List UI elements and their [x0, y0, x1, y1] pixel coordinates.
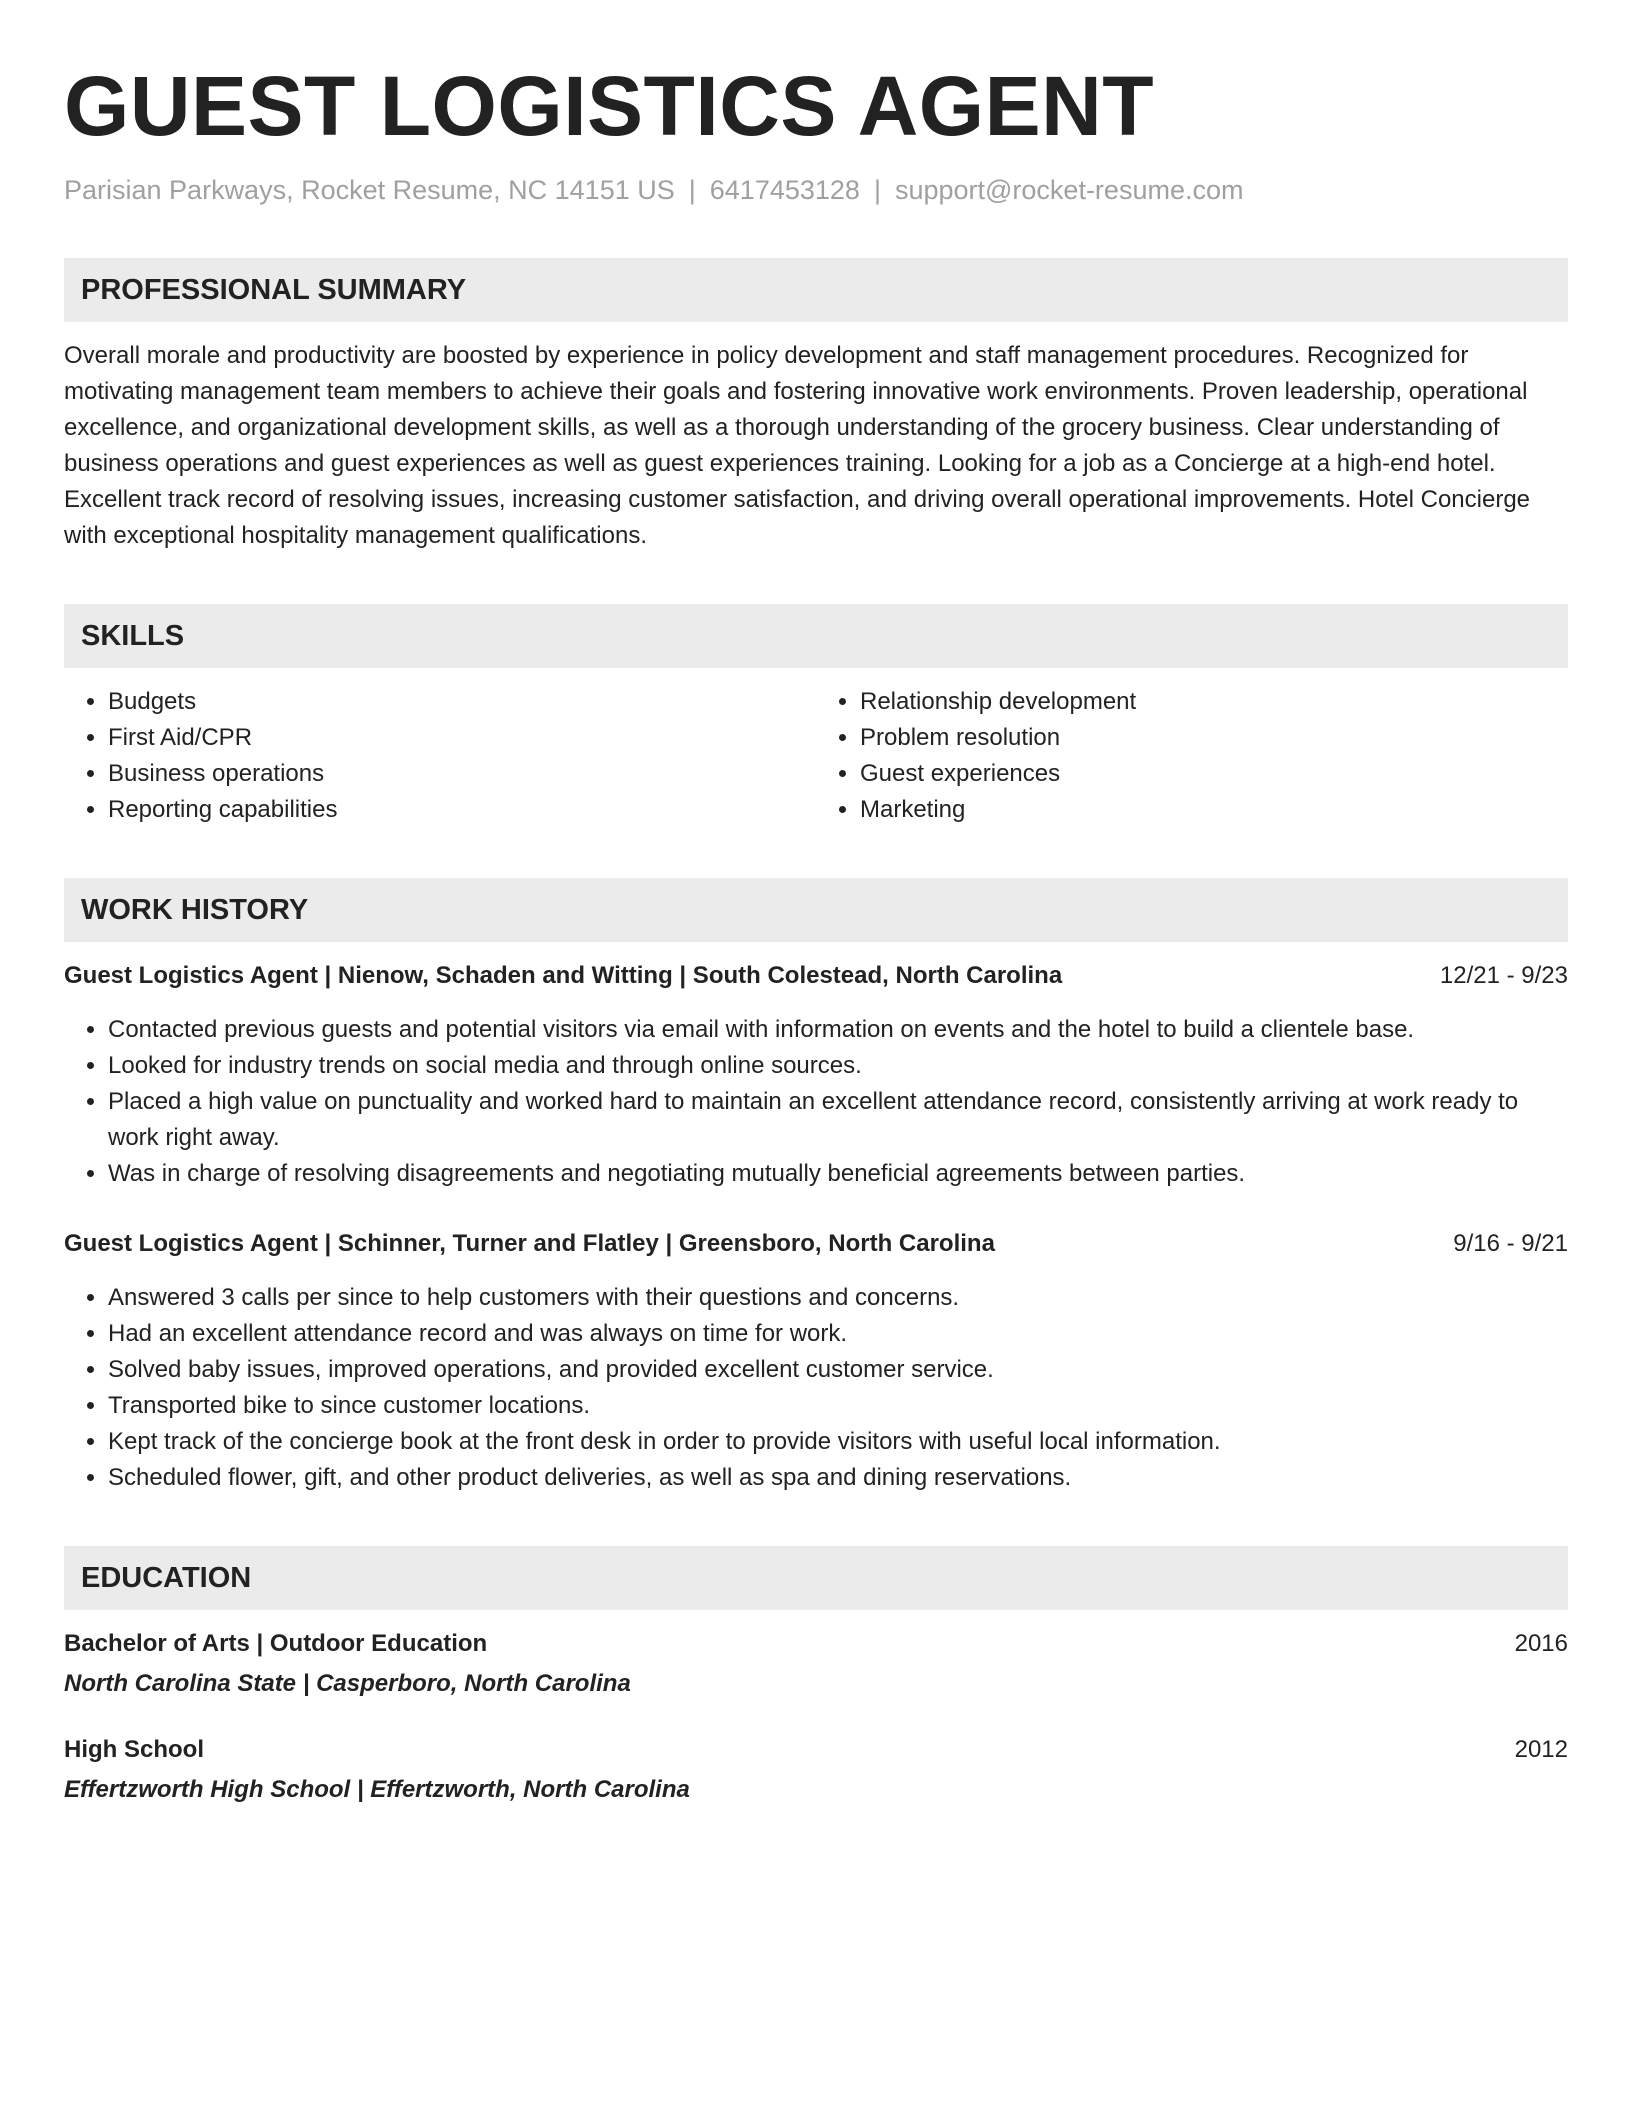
- job-title: Guest Logistics Agent | Nienow, Schaden and Witting | South Colestead, North Carolina: [64, 962, 1063, 989]
- summary-text: Overall morale and productivity are boosted by experience in policy development and staff management procedures. Recognized for motivating management team members to achieve their goals and fostering innovative work environments. Proven leadership, operational excellence, and organizational development skills, as well as a thorough understanding of the grocery business. Clear understanding of business operations and guest experiences as well as guest experiences training. Looking for a job as a Concierge at a high-end hotel. Excellent track record of resolving issues, increasing customer satisfaction, and driving overall operational improvements. Hotel Concierge with exceptional hospitality management qualifications.: [64, 342, 1531, 549]
- skills-list-left: [64, 684, 816, 828]
- contact-phone: 6417453128: [709, 175, 860, 205]
- job-bullet: • Solved baby issues, improved operations, and provided excellent customer service.: [108, 1352, 1568, 1388]
- job-entry: [64, 1226, 1568, 1496]
- skills-grid: [64, 684, 1568, 828]
- contact-email: support@rocket-resume.com: [894, 175, 1244, 205]
- job-bullet: • Looked for industry trends on social media and through online sources.: [108, 1048, 1568, 1084]
- skills-list-right: [816, 684, 1568, 828]
- job-entry: [64, 958, 1568, 1192]
- job-title: Guest Logistics Agent | Schinner, Turner and Flatley | Greensboro, North Carolina: [64, 1230, 995, 1257]
- job-bullet: • Was in charge of resolving disagreements and negotiating mutually beneficial agreements between parties.: [108, 1156, 1568, 1192]
- contact-line: [64, 172, 1568, 208]
- section-header-work: WORK HISTORY: [64, 878, 1568, 942]
- job-dates: 9/16 - 9/21: [1453, 1230, 1568, 1257]
- education-school: Effertzworth High School | Effertzworth, North Carolina: [64, 1776, 690, 1803]
- education-entry: [64, 1626, 1568, 1702]
- skill-item: • Reporting capabilities: [108, 792, 816, 828]
- job-header: [64, 958, 1568, 994]
- skill-item: • Guest experiences: [860, 756, 1568, 792]
- contact-separator: |: [873, 175, 881, 205]
- skill-item: • Problem resolution: [860, 720, 1568, 756]
- section-header-summary: PROFESSIONAL SUMMARY: [64, 258, 1568, 322]
- skill-item: • Marketing: [860, 792, 1568, 828]
- candidate-name: GUEST LOGISTICS AGENT: [64, 59, 1155, 153]
- section-header-skills: SKILLS: [64, 604, 1568, 668]
- job-bullets: [64, 1280, 1568, 1496]
- contact-address: Parisian Parkways, Rocket Resume, NC 14151 US: [64, 175, 675, 205]
- job-bullet: • Contacted previous guests and potential visitors via email with information on events and the hotel to build a clientele base.: [108, 1012, 1568, 1048]
- education-header: [64, 1732, 1568, 1768]
- skill-item: • First Aid/CPR: [108, 720, 816, 756]
- education-school: North Carolina State | Casperboro, North Carolina: [64, 1670, 631, 1697]
- education-year: 2016: [1514, 1630, 1568, 1657]
- education-entry: [64, 1732, 1568, 1808]
- job-bullet: • Had an excellent attendance record and was always on time for work.: [108, 1316, 1568, 1352]
- job-bullet: • Kept track of the concierge book at the front desk in order to provide visitors with useful local information.: [108, 1424, 1568, 1460]
- job-bullet: • Transported bike to since customer locations.: [108, 1388, 1568, 1424]
- education-degree: High School: [64, 1736, 204, 1763]
- skill-item: • Relationship development: [860, 684, 1568, 720]
- education-header: [64, 1626, 1568, 1662]
- job-bullet: • Scheduled flower, gift, and other product deliveries, as well as spa and dining reservations.: [108, 1460, 1568, 1496]
- job-header: [64, 1226, 1568, 1262]
- contact-separator: |: [688, 175, 696, 205]
- job-bullets: [64, 1012, 1568, 1192]
- skill-item: • Business operations: [108, 756, 816, 792]
- skill-item: • Budgets: [108, 684, 816, 720]
- job-bullet: • Answered 3 calls per since to help customers with their questions and concerns.: [108, 1280, 1568, 1316]
- section-header-education: EDUCATION: [64, 1546, 1568, 1610]
- education-degree: Bachelor of Arts | Outdoor Education: [64, 1630, 488, 1657]
- education-year: 2012: [1514, 1736, 1568, 1763]
- job-dates: 12/21 - 9/23: [1439, 962, 1568, 989]
- job-bullet: • Placed a high value on punctuality and worked hard to maintain an excellent attendance record, consistently arriving at work ready to work right away.: [108, 1084, 1568, 1156]
